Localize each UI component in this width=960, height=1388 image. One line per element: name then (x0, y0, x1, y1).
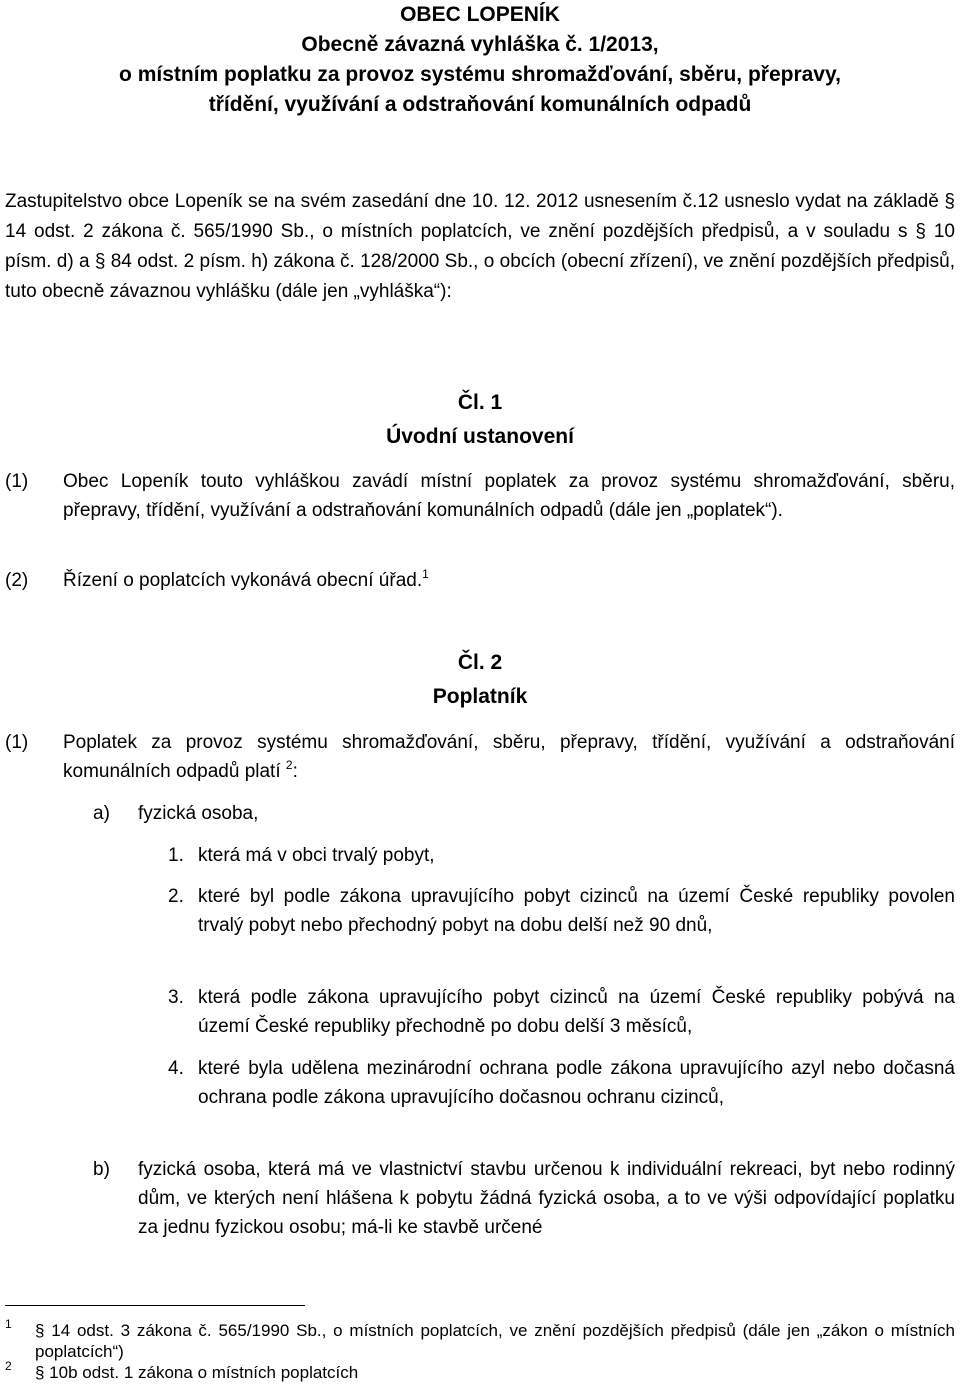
footnote-text: § 14 odst. 3 zákona č. 565/1990 Sb., o místních poplatcích, ve znění pozdějších předpisů (dále jen „zákon o místních poplatcích“) (35, 1321, 955, 1361)
list-label: 3. (168, 987, 184, 1008)
article-2-title: Poplatník (432, 685, 528, 708)
list-label: b) (93, 1159, 110, 1180)
footnote-mark: 1 (5, 1317, 12, 1331)
paragraph-number: (1) (5, 471, 29, 492)
article-1-paragraph-2 (5, 566, 955, 595)
list-text: která podle zákona upravujícího pobyt cizinců na území České republiky pobývá na území České republiky přechodně po dobu delší 3 měsíců, (198, 987, 955, 1037)
article-1-title: Úvodní ustanovení (386, 425, 574, 448)
list-subitem-2 (168, 882, 955, 940)
footnote-1 (5, 1317, 955, 1362)
list-subitem-3 (168, 983, 955, 1041)
footnote-2 (5, 1359, 955, 1383)
ordinance-title-line-1: o místním poplatku za provoz systému shromažďování, sběru, přepravy, (119, 63, 841, 86)
list-text: která má v obci trvalý pobyt, (198, 845, 435, 866)
list-item-a (93, 799, 955, 828)
paragraph-text: Obec Lopeník touto vyhláškou zavádí místní poplatek za provoz systému shromažďování, sběru, přepravy, třídění, využívání a odstraňování komunálních odpadů (dále jen „poplatek“). (63, 471, 955, 521)
list-text: fyzická osoba, která má ve vlastnictví stavbu určenou k individuální rekreaci, byt nebo rodinný dům, ve kterých není hlášena k pobytu žádná fyzická osoba, a to ve výši odpovídající poplatku za jednu fyzickou osobu; má-li ke stavbě určené (138, 1159, 955, 1238)
paragraph-text: Řízení o poplatcích vykonává obecní úřad. (63, 570, 423, 591)
article-1-number: Čl. 1 (457, 391, 503, 414)
paragraph-number: (1) (5, 732, 29, 753)
list-item-b (93, 1155, 955, 1242)
preamble: Zastupitelstvo obce Lopeník se na svém zasedání dne 10. 12. 2012 usnesením č.12 usneslo vydat na základě § 14 odst. 2 zákona č. 565/1990 Sb., o místních poplatcích, ve znění pozdějších předpisů, a v souladu s § 10 písm. d) a § 84 odst. 2 písm. h) zákona č. 128/2000 Sb., o obcích (obecní zřízení), ve znění pozdějších předpisů, tuto obecně závaznou vyhlášku (dále jen „vyhláška“): (5, 191, 955, 302)
footnote-reference[interactable]: 2 (285, 758, 293, 772)
footnote-reference[interactable]: 1 (422, 567, 429, 581)
article-2-number: Čl. 2 (457, 651, 503, 674)
footnote-text: § 10b odst. 1 zákona o místních poplatcích (35, 1363, 359, 1382)
footnote-mark: 2 (5, 1359, 12, 1373)
list-text: které byla udělena mezinárodní ochrana podle zákona upravujícího azyl nebo dočasná ochrana podle zákona upravujícího dočasnou ochranu cizinců, (198, 1058, 955, 1108)
ordinance-number: Obecně závazná vyhláška č. 1/2013, (301, 33, 659, 56)
list-subitem-4 (168, 1054, 955, 1112)
paragraph-text-tail: : (292, 761, 298, 782)
paragraph-text: Poplatek za provoz systému shromažďování, sběru, přepravy, třídění, využívání a odstraňování komunálních odpadů platí (63, 732, 955, 782)
paragraph-number: (2) (5, 570, 29, 591)
list-text: které byl podle zákona upravujícího pobyt cizinců na území České republiky povolen trvalý pobyt nebo přechodný pobyt na dobu delší než 90 dnů, (198, 886, 955, 936)
list-subitem-1 (168, 841, 955, 870)
list-text: fyzická osoba, (138, 803, 259, 824)
list-label: 2. (168, 886, 184, 907)
footnote-separator (5, 1305, 305, 1306)
document-header (0, 0, 960, 120)
ordinance-title-line-2: třídění, využívání a odstraňování komunálních odpadů (208, 93, 752, 116)
article-2-paragraph-1 (5, 728, 955, 786)
municipality-name: OBEC LOPENÍK (400, 3, 560, 26)
list-label: 1. (168, 845, 184, 866)
article-1-paragraph-1 (5, 467, 955, 525)
list-label: 4. (168, 1058, 184, 1079)
list-label: a) (93, 803, 110, 824)
